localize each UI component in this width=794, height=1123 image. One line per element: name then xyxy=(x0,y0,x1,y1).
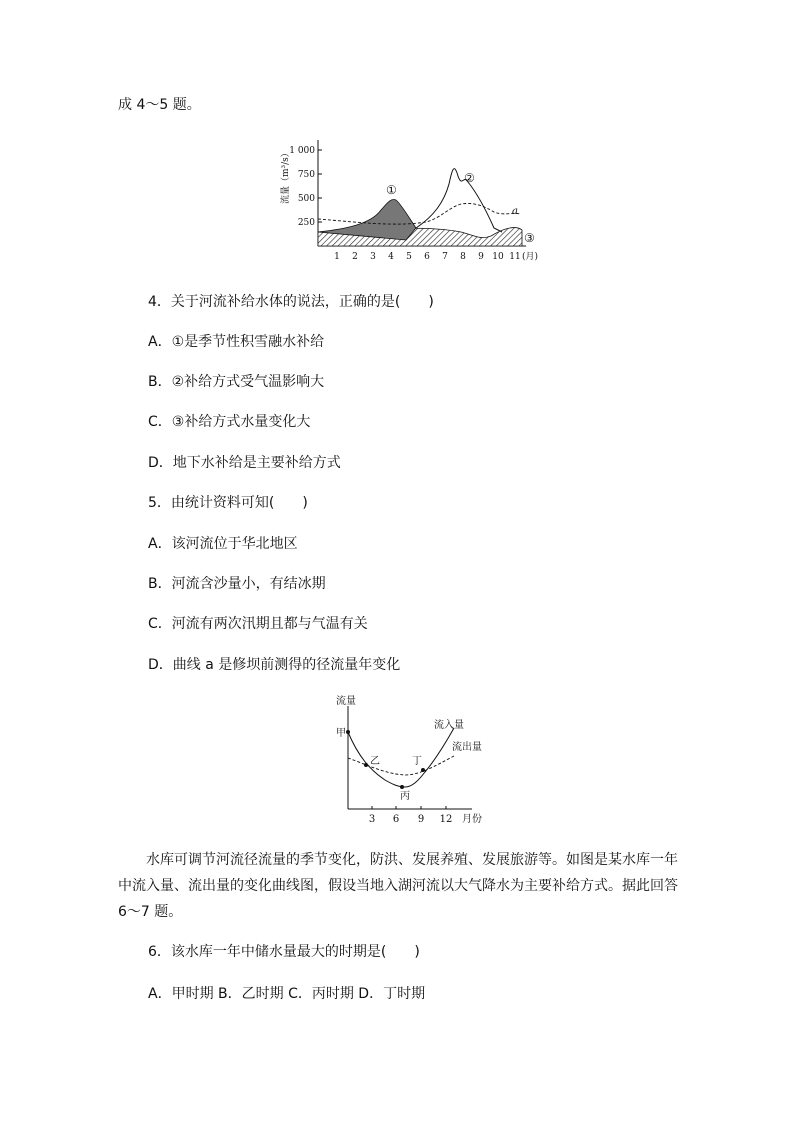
x-tick-label: 7 xyxy=(442,252,448,262)
x-unit-label: (月) xyxy=(522,252,539,262)
x-tick-label: 6 xyxy=(424,252,430,262)
q5-option-c: C．河流有两次汛期且都与气温有关 xyxy=(148,616,368,632)
label-2: ② xyxy=(464,171,475,185)
q6-stem: 6．该水库一年中储水量最大的时期是( ) xyxy=(148,944,420,960)
label-3: ③ xyxy=(524,231,535,245)
inflow-curve xyxy=(348,728,454,787)
discharge-chart xyxy=(276,132,546,266)
y-tick-label: 1 000 xyxy=(289,146,315,156)
x-tick-label: 9 xyxy=(417,814,425,825)
q5-stem: 5．由统计资料可知( ) xyxy=(148,495,308,511)
label-yi: 乙 xyxy=(370,756,380,767)
outflow-curve xyxy=(348,756,454,775)
q6-options: A．甲时期 B．乙时期 C．丙时期 D．丁时期 xyxy=(148,986,426,1002)
label-1: ① xyxy=(386,183,397,197)
x-tick-label: 3 xyxy=(370,252,376,262)
y-tick-label: 250 xyxy=(297,218,315,228)
inflow-label: 流入量 xyxy=(434,720,464,731)
x-tick-label: 2 xyxy=(352,252,358,262)
x-tick-label: 1 xyxy=(334,252,340,262)
point-bing xyxy=(400,785,404,789)
x-unit-label: 月份 xyxy=(462,814,482,825)
passage: 水库可调节河流径流量的季节变化，防洪、发展养殖、发展旅游等。如图是某水库一年中流入量、流出量的变化曲线图，假设当地入湖河流以大气降水为主要补给方式。据此回答 6～7 题。 xyxy=(118,852,678,920)
x-tick-label: 12 xyxy=(439,814,453,825)
q4-option-c: C．③补给方式水量变化大 xyxy=(148,414,311,430)
y-axis-label: 流量（m³/s） xyxy=(281,148,291,204)
x-tick-label: 10 xyxy=(492,252,504,262)
x-tick-label: 3 xyxy=(368,814,376,825)
y-tick-label: 500 xyxy=(297,194,315,204)
point-yi xyxy=(364,763,368,767)
x-tick-label: 6 xyxy=(392,814,400,825)
q5-option-b: B．河流含沙量小，有结冰期 xyxy=(148,576,326,592)
point-ding xyxy=(421,768,425,772)
q4-stem: 4．关于河流补给水体的说法，正确的是( ) xyxy=(148,294,434,310)
q5-option-d: D．曲线 a 是修坝前测得的径流量年变化 xyxy=(148,657,401,673)
y-tick-label: 750 xyxy=(297,170,315,180)
dashed-curve-a xyxy=(318,203,520,224)
q5-option-a: A．该河流位于华北地区 xyxy=(148,536,298,552)
q4-option-b: B．②补给方式受气温影响大 xyxy=(148,374,325,390)
x-tick-label: 4 xyxy=(388,252,394,262)
label-a: a xyxy=(512,206,518,217)
q4-option-a: A．①是季节性积雪融水补给 xyxy=(148,334,325,350)
y-axis-label: 流量 xyxy=(336,696,356,707)
curve-2 xyxy=(416,169,502,232)
label-bing: 丙 xyxy=(400,791,410,802)
point-jia xyxy=(346,730,350,734)
intro-tail: 成 4～5 题。 xyxy=(118,97,201,113)
label-jia: 甲 xyxy=(336,728,346,739)
x-tick-label: 8 xyxy=(460,252,466,262)
reservoir-flow-chart xyxy=(330,694,500,828)
q4-option-d: D．地下水补给是主要补给方式 xyxy=(148,455,341,471)
outflow-label: 流出量 xyxy=(452,742,482,753)
x-tick-label: 11 xyxy=(509,252,521,262)
x-tick-label: 5 xyxy=(406,252,412,262)
x-tick-label: 9 xyxy=(478,252,484,262)
label-ding: 丁 xyxy=(412,756,422,767)
